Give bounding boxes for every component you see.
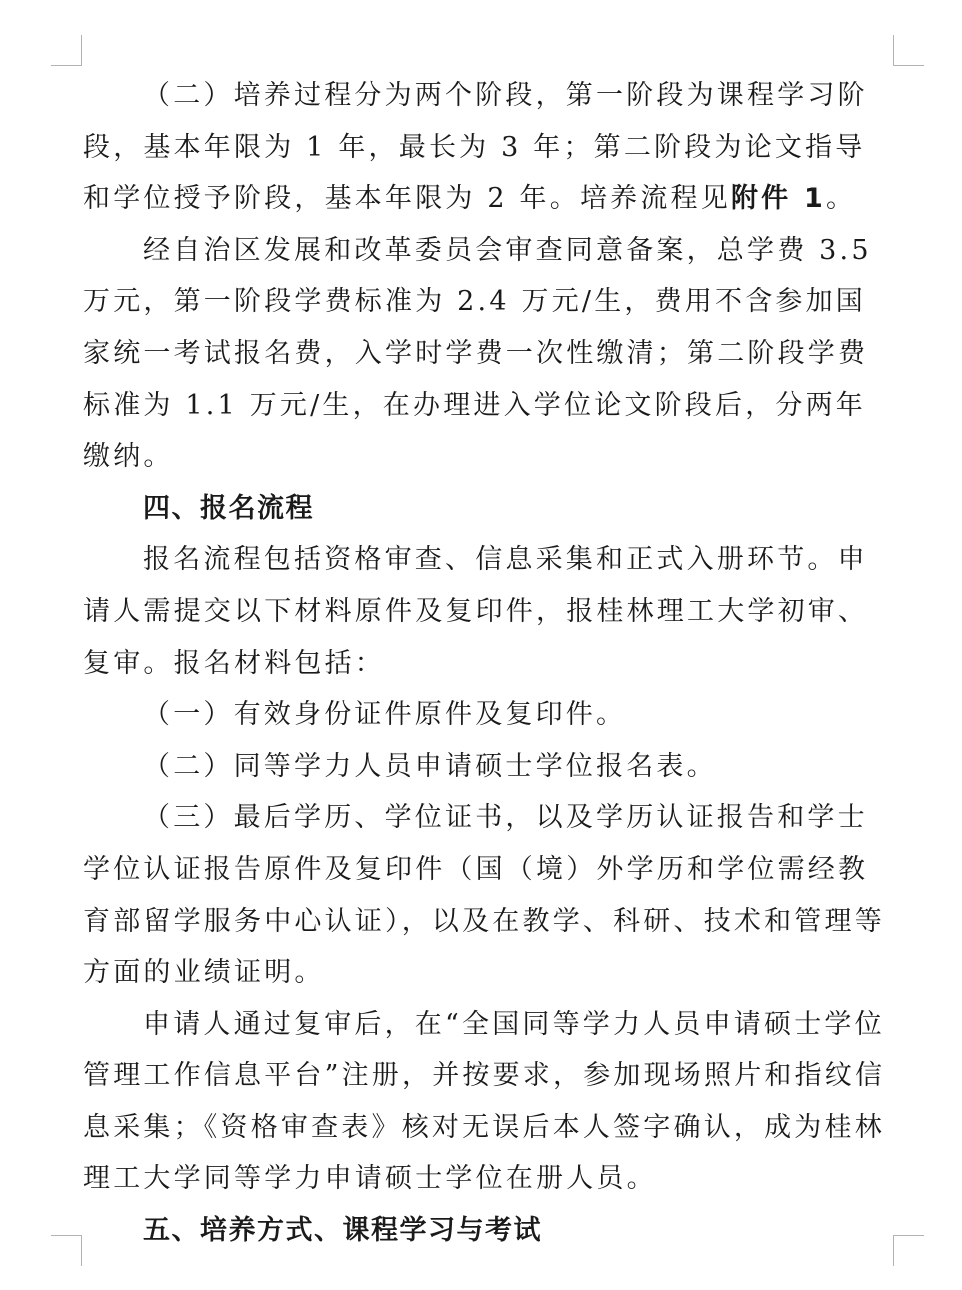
paragraph-suffix: 。 [825,183,857,215]
list-item-id-documents: （一）有效身份证件原件及复印件。 [143,699,627,731]
crop-mark-bottom-right [893,1235,924,1266]
paragraph-text: （二）培养过程分为两个阶段，第一阶段为课程学习阶段，基本年限为 1 年，最长为 3 年；第二阶段为论文指导和学位授予阶段，基本年限为 2 年。培养流程见 [83,80,868,215]
paragraph-platform-registration: 申请人通过复审后，在“全国同等学力人员申请硕士学位管理工作信息平台”注册，并按要求，参加现场照片和指纹信息采集；《资格审查表》核对无误后本人签字确认，成为桂林理工大学同等学力申请硕士学位在册人员。 [83,1008,886,1195]
list-item-certificates: （三）最后学历、学位证书，以及学历认证报告和学士学位认证报告原件及复印件（国（境）外学历和学位需经教育部留学服务中心认证），以及在教学、科研、技术和管理等方面的业绩证明。 [83,802,885,989]
crop-mark-top-right [893,35,924,66]
paragraph-training-stages [83,70,893,225]
crop-mark-bottom-left [51,1235,82,1266]
section-heading-training-courses-exams: 五、培养方式、课程学习与考试 [143,1215,542,1247]
document-body [83,70,893,1257]
paragraph-tuition: 经自治区发展和改革委员会审查同意备案，总学费 3.5 万元，第一阶段学费标准为 2.4 万元/生，费用不含参加国家统一考试报名费，入学时学费一次性缴清；第二阶段学费标准为 1.1 万元/生，在办理进入学位论文阶段后，分两年缴纳。 [83,234,872,473]
list-item-application-form: （二）同等学力人员申请硕士学位报名表。 [143,750,717,782]
paragraph-registration-intro: 报名流程包括资格审查、信息采集和正式入册环节。申请人需提交以下材料原件及复印件，报桂林理工大学初审、复审。报名材料包括： [83,544,869,679]
crop-mark-top-left [51,35,82,66]
section-heading-registration: 四、报名流程 [143,492,314,524]
attachment-reference: 附件 1 [730,183,826,215]
